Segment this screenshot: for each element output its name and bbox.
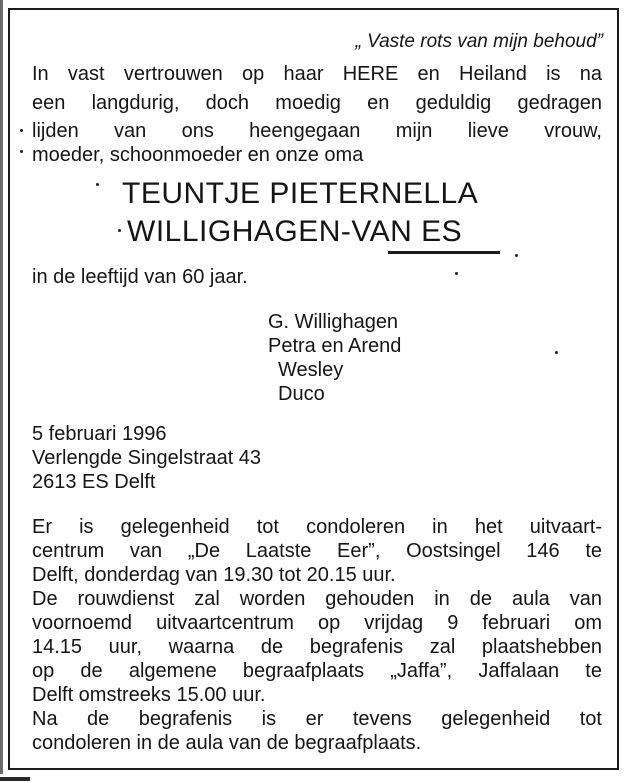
family-member: G. Willighagen [268, 311, 399, 333]
funeral-detail-line: op de algemene begraafplaats „Jaffa”, Jaffalaan te [32, 660, 602, 682]
intro-line: een langdurig, doch moedig en geduldig gedragen [32, 92, 602, 114]
intro-line: In vast vertrouwen op haar HERE en Heiland is na [32, 63, 602, 85]
deceased-name-first: TEUNTJE PIETERNELLA [122, 177, 479, 210]
name-underline [388, 251, 500, 254]
funeral-detail-line: condoleren in de aula van de begraafplaats. [32, 732, 422, 754]
funeral-detail-line: De rouwdienst zal worden gehouden in de aula van [32, 588, 602, 610]
funeral-detail-line: Delft omstreeks 15.00 uur. [32, 684, 266, 706]
intro-line: lijden van ons heengegaan mijn lieve vrouw, [32, 120, 602, 142]
funeral-detail-line: Er is gelegenheid tot condoleren in het uitvaart- [32, 516, 602, 538]
intro-line: moeder, schoonmoeder en onze oma [32, 144, 364, 166]
address-street: Verlengde Singelstraat 43 [32, 447, 262, 469]
funeral-detail-line: voornoemd uitvaartcentrum op vrijdag 9 februari om [32, 612, 602, 634]
deceased-name-last: WILLIGHAGEN-VAN ES [127, 215, 463, 248]
family-member: Wesley [278, 359, 344, 381]
scan-edge-strip [0, 0, 3, 783]
funeral-detail-line: Na de begrafenis is er tevens gelegenheid tot [32, 708, 602, 730]
scan-speck [96, 183, 99, 186]
scan-speck [20, 150, 23, 153]
scan-speck [555, 351, 558, 354]
scan-bottom-band [0, 774, 631, 783]
date-line: 5 februari 1996 [32, 423, 167, 445]
scan-speck [515, 254, 518, 257]
funeral-detail-line: 14.15 uur, waarna de begrafenis zal plaatshebben [32, 636, 602, 658]
age-line: in de leeftijd van 60 jaar. [32, 266, 248, 288]
scan-speck [20, 129, 23, 132]
funeral-detail-line: centrum van „De Laatste Eer”, Oostsingel 146 te [32, 540, 602, 562]
funeral-detail-line: Delft, donderdag van 19.30 tot 20.15 uur. [32, 564, 396, 586]
scan-speck [118, 229, 121, 232]
scan-speck [455, 272, 458, 275]
family-member: Petra en Arend [268, 335, 402, 357]
motto-quote: „ Vaste rots van mijn behoud” [355, 31, 603, 52]
scan-mark [0, 777, 30, 781]
family-member: Duco [278, 383, 325, 405]
address-city: 2613 ES Delft [32, 471, 156, 493]
